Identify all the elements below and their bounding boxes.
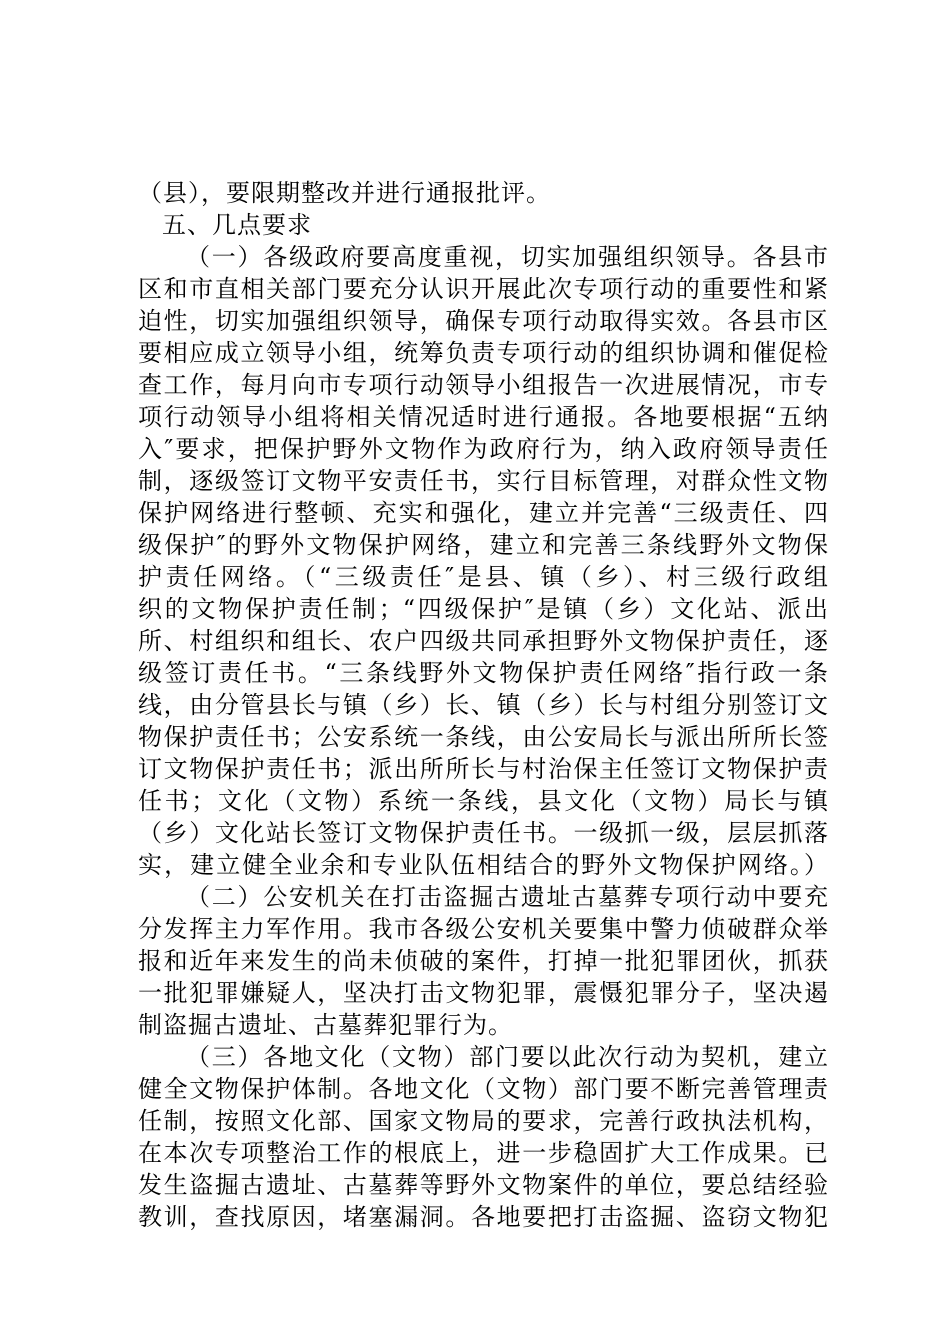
section-heading: 五、几点要求 bbox=[162, 211, 312, 239]
text-line: 区和市直相关部门要充分认识开展此次专项行动的重要性和紧 bbox=[138, 275, 828, 303]
text-line: 护责任网络。（“三级责任″是县、镇（乡）、村三级行政组 bbox=[138, 563, 828, 591]
text-line: 教训，查找原因，堵塞漏洞。各地要把打击盗掘、盗窃文物犯 bbox=[138, 1203, 828, 1231]
text-line: 订文物保护责任书；派出所所长与村治保主任签订文物保护责 bbox=[138, 755, 828, 783]
text-line: 级保护″的野外文物保护网络，建立和完善三条线野外文物保 bbox=[138, 531, 828, 559]
text-line: 项行动领导小组将相关情况适时进行通报。各地要根据“五纳 bbox=[138, 403, 828, 431]
text-line: 一批犯罪嫌疑人，坚决打击文物犯罪，震慑犯罪分子，坚决遏 bbox=[138, 979, 828, 1007]
text-line: （三）各地文化（文物）部门要以此次行动为契机，建立 bbox=[186, 1043, 828, 1071]
text-line: 级签订责任书。“三条线野外文物保护责任网络″指行政一条 bbox=[138, 659, 828, 687]
text-line: 任书；文化（文物）系统一条线，县文化（文物）局长与镇 bbox=[138, 787, 828, 815]
text-line: 物保护责任书；公安系统一条线，由公安局长与派出所所长签 bbox=[138, 723, 828, 751]
text-line: 发生盗掘古遗址、古墓葬等野外文物案件的单位，要总结经验 bbox=[138, 1171, 828, 1199]
text-line: 迫性，切实加强组织领导，确保专项行动取得实效。各县市区 bbox=[138, 307, 828, 335]
text-line: 织的文物保护责任制；“四级保护″是镇（乡）文化站、派出 bbox=[138, 595, 828, 623]
text-line: 要相应成立领导小组，统筹负责专项行动的组织协调和催促检 bbox=[138, 339, 828, 367]
text-line: （乡）文化站长签订文物保护责任书。一级抓一级，层层抓落 bbox=[138, 819, 828, 847]
text-line: （二）公安机关在打击盗掘古遗址古墓葬专项行动中要充 bbox=[186, 883, 828, 911]
text-line: 所、村组织和组长、农户四级共同承担野外文物保护责任，逐 bbox=[138, 627, 828, 655]
text-line: 报和近年来发生的尚未侦破的案件，打掉一批犯罪团伙，抓获 bbox=[138, 947, 828, 975]
text-line: 入″要求，把保护野外文物作为政府行为，纳入政府领导责任 bbox=[138, 435, 828, 463]
text-line: 线，由分管县长与镇（乡）长、镇（乡）长与村组分别签订文 bbox=[138, 691, 828, 719]
text-line: 制，逐级签订文物平安责任书，实行目标管理，对群众性文物 bbox=[138, 467, 828, 495]
text-line: （一）各级政府要高度重视，切实加强组织领导。各县市 bbox=[186, 243, 828, 271]
text-line: 查工作，每月向市专项行动领导小组报告一次进展情况，市专 bbox=[138, 371, 828, 399]
text-line: （县），要限期整改并进行通报批评。 bbox=[138, 179, 551, 207]
text-line: 制盗掘古遗址、古墓葬犯罪行为。 bbox=[138, 1011, 513, 1039]
text-line: 健全文物保护体制。各地文化（文物）部门要不断完善管理责 bbox=[138, 1075, 828, 1103]
text-line: 保护网络进行整顿、充实和强化，建立并完善“三级责任、四 bbox=[138, 499, 828, 527]
text-line: 在本次专项整治工作的根底上，进一步稳固扩大工作成果。已 bbox=[138, 1139, 828, 1167]
text-line: 分发挥主力军作用。我市各级公安机关要集中警力侦破群众举 bbox=[138, 915, 828, 943]
text-line: 任制，按照文化部、国家文物局的要求，完善行政执法机构， bbox=[138, 1107, 828, 1135]
text-line: 实，建立健全业余和专业队伍相结合的野外文物保护网络。） bbox=[138, 851, 828, 879]
